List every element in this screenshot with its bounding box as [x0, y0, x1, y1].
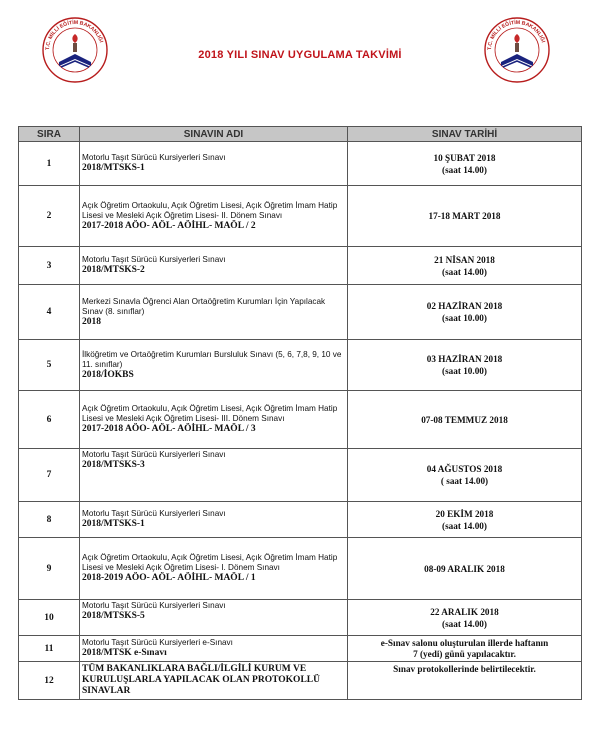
row-number: 5: [19, 340, 80, 391]
page-title: 2018 YILI SINAV UYGULAMA TAKVİMİ: [198, 49, 402, 61]
exam-description: Motorlu Taşıt Sürücü Kursiyerleri e-Sınavı: [82, 638, 233, 647]
exam-date-cell: [348, 391, 582, 449]
exam-description: Açık Öğretim Ortaokulu, Açık Öğretim Lisesi, Açık Öğretim İmam Hatip Lisesi ve Mesleki Açık Öğretim Lisesi- II. Dönem Sınavı: [82, 200, 338, 220]
exam-time: (saat 14.00): [442, 266, 487, 277]
exam-name-cell: [80, 662, 348, 700]
document-header: [0, 0, 600, 110]
exam-description: Motorlu Taşıt Sürücü Kursiyerleri Sınavı: [82, 509, 226, 518]
exam-time: (saat 10.00): [442, 313, 487, 323]
exam-name-cell: [80, 636, 348, 662]
table-row: [19, 247, 582, 285]
exam-code: 2018/İOKBS: [82, 369, 134, 380]
exam-name-cell: [80, 449, 348, 502]
row-number: 9: [19, 538, 80, 600]
exam-date: 04 AĞUSTOS 2018: [426, 464, 503, 474]
exam-time: (saat 14.00): [442, 164, 487, 175]
row-number: 2: [19, 186, 80, 247]
exam-date: 07-08 TEMMUZ 2018: [421, 414, 508, 425]
exam-code: 2018/MTSKS-2: [82, 265, 145, 275]
exam-date: 03 HAZİRAN 2018: [426, 354, 503, 364]
row-number: 11: [19, 636, 80, 662]
table-header-row: [19, 127, 582, 142]
exam-description: Motorlu Taşıt Sürücü Kursiyerleri Sınavı: [82, 255, 226, 264]
table-row: [19, 538, 582, 600]
exam-date: 20 EKİM 2018: [435, 508, 494, 519]
exam-description: İlköğretim ve Ortaöğretim Kurumları Bursluluk Sınavı (5, 6, 7,8, 9, 10 ve 11. sınıflar): [82, 349, 342, 369]
exam-description: Motorlu Taşıt Sürücü Kursiyerleri Sınavı: [82, 153, 226, 162]
exam-code: TÜM BAKANLIKLARA BAĞLI/İLGİLİ KURUM VE KURULUŞLARLA YAPILACAK OLAN PROTOKOLLÜ SINAVLAR: [82, 664, 320, 696]
exam-description: Açık Öğretim Ortaokulu, Açık Öğretim Lisesi, Açık Öğretim İmam Hatip Lisesi ve Mesleki Açık Öğretim Lisesi- I. Dönem Sınavı: [82, 553, 338, 572]
row-number: 7: [19, 449, 80, 502]
exam-name-cell: [80, 538, 348, 600]
exam-description: Açık Öğretim Ortaokulu, Açık Öğretim Lisesi, Açık Öğretim İmam Hatip Lisesi ve Mesleki Açık Öğretim Lisesi- III. Dönem Sınavı: [82, 404, 338, 423]
table-row: [19, 186, 582, 247]
exam-date: 21 NİSAN 2018: [434, 254, 495, 265]
exam-code: 2018-2019 AÖO- AÖL- AÖİHL- MAÖL / 1: [82, 573, 256, 583]
exam-date-cell: [348, 600, 582, 636]
exam-name-cell: [80, 340, 348, 391]
row-number: 10: [19, 600, 80, 636]
exam-code: 2018/MTSK e-Sınavı: [82, 648, 167, 658]
exam-code: 2017-2018 AÖO- AÖL- AÖİHL- MAÖL / 2: [82, 220, 256, 231]
exam-code: 2018: [82, 316, 101, 327]
exam-time: (saat 14.00): [442, 618, 487, 629]
exam-date-cell: [348, 538, 582, 600]
exam-code: 2018/MTSKS-1: [82, 163, 145, 173]
row-number: 12: [19, 662, 80, 700]
exam-time: ( saat 14.00): [440, 476, 489, 486]
exam-calendar-table: [18, 126, 582, 700]
meb-logo-right: [482, 14, 552, 84]
exam-code: 2017-2018 AÖO- AÖL- AÖİHL- MAÖL / 3: [82, 424, 256, 434]
table-row: [19, 662, 582, 700]
column-header-sira: SIRA: [19, 127, 80, 142]
exam-code: 2018/MTSKS-5: [82, 611, 145, 621]
exam-name-cell: [80, 186, 348, 247]
table-row: [19, 502, 582, 538]
exam-date-cell: [348, 142, 582, 186]
exam-date-cell: [348, 449, 582, 502]
row-number: 6: [19, 391, 80, 449]
exam-time: (saat 10.00): [442, 366, 487, 376]
exam-date: e-Sınav salonu oluşturulan illerde haftanın: [380, 637, 549, 648]
exam-description: Motorlu Taşıt Sürücü Kursiyerleri Sınavı: [82, 601, 226, 610]
exam-date: 10 ŞUBAT 2018: [433, 152, 496, 163]
exam-time: (saat 14.00): [442, 520, 487, 531]
table-row: [19, 142, 582, 186]
exam-description: Motorlu Taşıt Sürücü Kursiyerleri Sınavı: [82, 450, 226, 459]
exam-name-cell: [80, 391, 348, 449]
row-number: 4: [19, 285, 80, 340]
exam-date: 08-09 ARALIK 2018: [424, 563, 505, 574]
exam-name-cell: [80, 502, 348, 538]
exam-date: 02 HAZİRAN 2018: [426, 301, 503, 311]
table-row: [19, 391, 582, 449]
exam-name-cell: [80, 142, 348, 186]
exam-code: 2018/MTSKS-3: [82, 460, 145, 470]
column-header-sinavin-adi: SINAVIN ADI: [80, 127, 348, 142]
exam-date-cell: [348, 186, 582, 247]
exam-date-cell: [348, 636, 582, 662]
exam-time: 7 (yedi) günü yapılacaktır.: [413, 648, 516, 659]
table-row: [19, 449, 582, 502]
svg-text:T.C. MİLLİ EĞİTİM BAKANLIĞI: T.C. MİLLİ EĞİTİM BAKANLIĞI: [44, 19, 104, 51]
table-row: [19, 285, 582, 340]
exam-name-cell: [80, 247, 348, 285]
exam-name-cell: [80, 285, 348, 340]
exam-date-cell: [348, 247, 582, 285]
exam-date-cell: [348, 285, 582, 340]
exam-date-cell: [348, 340, 582, 391]
row-number: 1: [19, 142, 80, 186]
meb-logo-left: [40, 14, 110, 84]
table-row: [19, 340, 582, 391]
exam-date: Sınav protokollerinde belirtilecektir.: [393, 664, 536, 674]
exam-date-cell: [348, 502, 582, 538]
exam-description: Merkezi Sınavla Öğrenci Alan Ortaöğretim Kurumları İçin Yapılacak Sınav (8. sınıflar): [82, 296, 326, 316]
row-number: 8: [19, 502, 80, 538]
svg-text:T.C. MİLLİ EĞİTİM BAKANLIĞI: T.C. MİLLİ EĞİTİM BAKANLIĞI: [486, 19, 546, 51]
table-row: [19, 600, 582, 636]
row-number: 3: [19, 247, 80, 285]
column-header-sinav-tarihi: SINAV TARİHİ: [348, 127, 582, 142]
exam-date: 22 ARALIK 2018: [430, 606, 499, 617]
table-row: [19, 636, 582, 662]
exam-date: 17-18 MART 2018: [428, 211, 501, 221]
exam-name-cell: [80, 600, 348, 636]
exam-date-cell: [348, 662, 582, 700]
exam-code: 2018/MTSKS-1: [82, 519, 145, 529]
